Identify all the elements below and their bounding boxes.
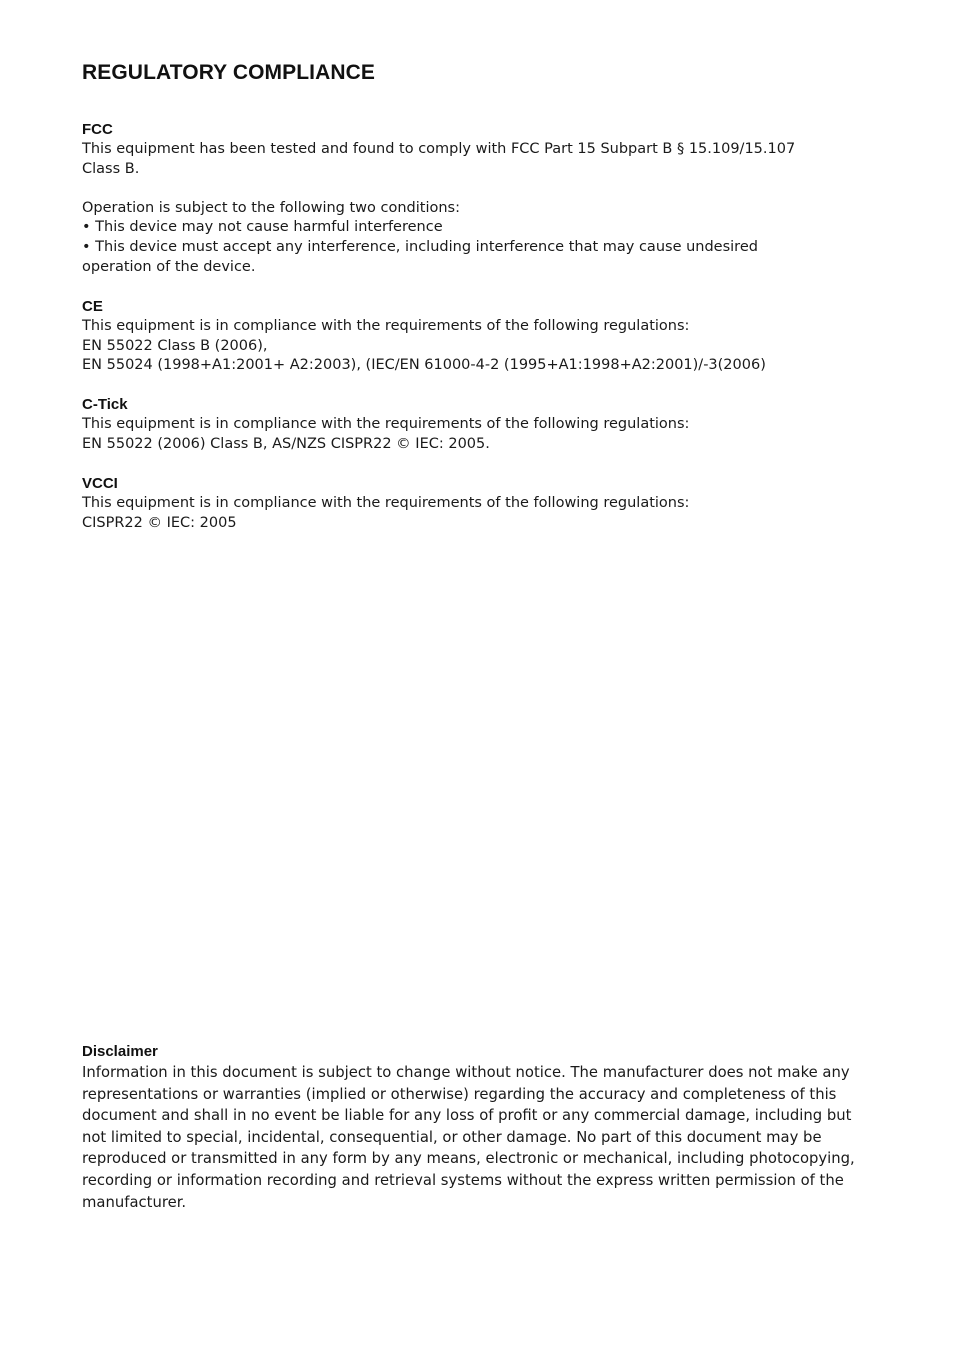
ce-line-2: EN 55022 Class B (2006), — [82, 337, 268, 354]
fcc-heading: FCC — [82, 121, 113, 138]
vcci-line-2: CISPR22 © IEC: 2005 — [82, 514, 237, 531]
vcci-heading: VCCI — [82, 475, 118, 492]
ce-line-1: This equipment is in compliance with the requirements of the following regulations: — [82, 318, 690, 334]
fcc-section — [82, 120, 872, 277]
ce-heading: CE — [82, 298, 103, 315]
disclaimer-text: Information in this document is subject to change without notice. The manufacturer does not make any representations or warranties (implied or otherwise) regarding the accuracy and completeness of this document and shall in no event be liable for any loss of profit or any commercial damage, including but not limited to special, incidental, consequential, or other damage. No part of this document may be reproduced or transmitted in any form by any means, electronic or mechanical, including photocopying, recording or information recording and retrieval systems without the express written permission of the manufacturer. — [82, 1064, 855, 1211]
page-title: REGULATORY COMPLIANCE — [82, 61, 376, 84]
ctick-line-2: EN 55022 (2006) Class B, AS/NZS CISPR22 © IEC: 2005. — [82, 435, 490, 452]
fcc-condition-2-cont: operation of the device. — [82, 258, 256, 275]
ctick-heading: C-Tick — [82, 396, 128, 413]
disclaimer-heading: Disclaimer — [82, 1043, 158, 1060]
fcc-line-1: This equipment has been tested and found to comply with FCC Part 15 Subpart B § 15.109/15.107 — [82, 141, 796, 157]
ctick-line-1: This equipment is in compliance with the requirements of the following regulations: — [82, 416, 690, 432]
disclaimer-section — [82, 1042, 872, 1213]
fcc-condition-2: • This device must accept any interference, including interference that may cause undesired — [82, 238, 758, 255]
fcc-conditions-intro: Operation is subject to the following two conditions: — [82, 199, 460, 216]
ce-line-3: EN 55024 (1998+A1:2001+ A2:2003), (IEC/EN 61000-4-2 (1995+A1:1998+A2:2001)/-3(2006) — [82, 357, 766, 374]
vcci-line-1: This equipment is in compliance with the requirements of the following regulations: — [82, 495, 690, 511]
ctick-section — [82, 395, 872, 454]
fcc-line-2: Class B. — [82, 160, 140, 177]
vcci-section — [82, 474, 872, 533]
fcc-condition-1: • This device may not cause harmful interference — [82, 219, 443, 236]
ce-section — [82, 297, 872, 376]
